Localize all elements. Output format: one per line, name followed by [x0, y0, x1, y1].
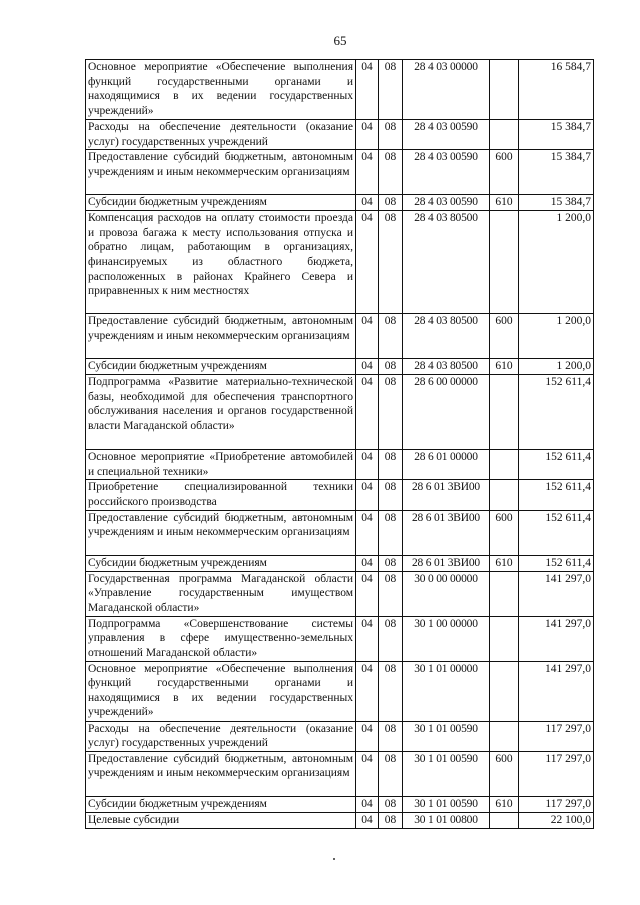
- row-name: Расходы на обеспечение деятельности (оказание услуг) государственных учреждений: [86, 120, 356, 150]
- row-subsection-code: 08: [379, 751, 403, 796]
- table-row: [86, 510, 594, 555]
- row-section-code: 04: [356, 721, 379, 751]
- row-amount: 117 297,0: [519, 721, 594, 751]
- row-expense-type-code: 600: [490, 510, 519, 555]
- row-target-code: 30 1 01 00590: [403, 751, 490, 796]
- table-row: [86, 450, 594, 480]
- row-name: Компенсация расходов на оплату стоимости проезда и провоза багажа к месту использования отпуска и обратно лицам, работающим в организациях, финансируемых из областного бюджета, расположенных в районах Крайнего Севера и приравненных к ним местностях: [86, 211, 356, 314]
- row-name: Субсидии бюджетным учреждениям: [86, 796, 356, 812]
- row-target-code: 28 4 03 80500: [403, 211, 490, 314]
- row-amount: 152 611,4: [519, 555, 594, 571]
- table-row: [86, 555, 594, 571]
- table-row: [86, 721, 594, 751]
- table-row: [86, 751, 594, 796]
- row-subsection-code: 08: [379, 721, 403, 751]
- row-amount: 15 384,7: [519, 120, 594, 150]
- row-expense-type-code: 600: [490, 314, 519, 359]
- table-row: [86, 195, 594, 211]
- table-row: [86, 812, 594, 828]
- row-section-code: 04: [356, 314, 379, 359]
- row-subsection-code: 08: [379, 510, 403, 555]
- table-row: [86, 211, 594, 314]
- row-subsection-code: 08: [379, 314, 403, 359]
- row-subsection-code: 08: [379, 60, 403, 120]
- row-expense-type-code: [490, 450, 519, 480]
- row-expense-type-code: [490, 60, 519, 120]
- table-row: [86, 359, 594, 375]
- row-section-code: 04: [356, 555, 379, 571]
- row-target-code: 30 1 01 00590: [403, 721, 490, 751]
- row-subsection-code: 08: [379, 120, 403, 150]
- row-amount: 15 384,7: [519, 150, 594, 195]
- row-subsection-code: 08: [379, 616, 403, 661]
- row-target-code: 30 1 01 00590: [403, 796, 490, 812]
- row-section-code: 04: [356, 211, 379, 314]
- row-name: Подпрограмма «Совершенствование системы управления в сфере имущественно-земельных отношений Магаданской области»: [86, 616, 356, 661]
- scan-speck: [333, 858, 335, 860]
- row-amount: 1 200,0: [519, 359, 594, 375]
- row-amount: 141 297,0: [519, 616, 594, 661]
- row-subsection-code: 08: [379, 211, 403, 314]
- row-name: Приобретение специализированной техники российского производства: [86, 480, 356, 510]
- row-section-code: 04: [356, 60, 379, 120]
- row-subsection-code: 08: [379, 375, 403, 450]
- row-expense-type-code: 610: [490, 555, 519, 571]
- row-amount: 152 611,4: [519, 450, 594, 480]
- row-section-code: 04: [356, 751, 379, 796]
- table-row: [86, 314, 594, 359]
- row-target-code: 30 0 00 00000: [403, 571, 490, 616]
- row-target-code: 28 4 03 80500: [403, 314, 490, 359]
- row-expense-type-code: [490, 616, 519, 661]
- row-subsection-code: 08: [379, 359, 403, 375]
- row-target-code: 28 6 01 00000: [403, 450, 490, 480]
- row-section-code: 04: [356, 510, 379, 555]
- row-name: Предоставление субсидий бюджетным, автономным учреждениям и иным некоммерческим организациям: [86, 510, 356, 555]
- row-target-code: 28 4 03 00590: [403, 120, 490, 150]
- row-section-code: 04: [356, 796, 379, 812]
- budget-table-body: [86, 60, 594, 829]
- row-target-code: 28 4 03 00000: [403, 60, 490, 120]
- table-row: [86, 60, 594, 120]
- row-name: Предоставление субсидий бюджетным, автономным учреждениям и иным некоммерческим организациям: [86, 150, 356, 195]
- row-expense-type-code: 610: [490, 195, 519, 211]
- row-section-code: 04: [356, 359, 379, 375]
- row-expense-type-code: 610: [490, 796, 519, 812]
- row-section-code: 04: [356, 120, 379, 150]
- row-amount: 22 100,0: [519, 812, 594, 828]
- row-expense-type-code: 600: [490, 751, 519, 796]
- row-expense-type-code: 610: [490, 359, 519, 375]
- row-section-code: 04: [356, 571, 379, 616]
- row-section-code: 04: [356, 661, 379, 721]
- table-row: [86, 571, 594, 616]
- row-section-code: 04: [356, 616, 379, 661]
- row-section-code: 04: [356, 450, 379, 480]
- row-target-code: 28 6 01 3ВИ00: [403, 555, 490, 571]
- row-expense-type-code: [490, 211, 519, 314]
- row-amount: 1 200,0: [519, 211, 594, 314]
- table-row: [86, 480, 594, 510]
- row-name: Субсидии бюджетным учреждениям: [86, 555, 356, 571]
- row-section-code: 04: [356, 812, 379, 828]
- budget-table: [85, 59, 594, 829]
- row-amount: 141 297,0: [519, 571, 594, 616]
- row-subsection-code: 08: [379, 571, 403, 616]
- row-name: Субсидии бюджетным учреждениям: [86, 359, 356, 375]
- table-row: [86, 150, 594, 195]
- row-section-code: 04: [356, 195, 379, 211]
- row-target-code: 28 4 03 80500: [403, 359, 490, 375]
- row-name: Предоставление субсидий бюджетным, автономным учреждениям и иным некоммерческим организациям: [86, 751, 356, 796]
- row-expense-type-code: 600: [490, 150, 519, 195]
- row-section-code: 04: [356, 480, 379, 510]
- row-target-code: 28 6 00 00000: [403, 375, 490, 450]
- table-row: [86, 375, 594, 450]
- table-row: [86, 616, 594, 661]
- row-amount: 1 200,0: [519, 314, 594, 359]
- row-target-code: 28 6 01 3ВИ00: [403, 480, 490, 510]
- row-expense-type-code: [490, 375, 519, 450]
- row-name: Целевые субсидии: [86, 812, 356, 828]
- row-name: Основное мероприятие «Обеспечение выполнения функций государственными органами и находящимися в их ведении государственных учреждений»: [86, 60, 356, 120]
- row-expense-type-code: [490, 812, 519, 828]
- row-name: Предоставление субсидий бюджетным, автономным учреждениям и иным некоммерческим организациям: [86, 314, 356, 359]
- row-name: Подпрограмма «Развитие материально-технической базы, необходимой для обеспечения транспортного обслуживания населения и органов государственной власти Магаданской области»: [86, 375, 356, 450]
- row-amount: 141 297,0: [519, 661, 594, 721]
- page-number: 65: [333, 33, 347, 48]
- row-amount: 15 384,7: [519, 195, 594, 211]
- row-name: Субсидии бюджетным учреждениям: [86, 195, 356, 211]
- row-subsection-code: 08: [379, 796, 403, 812]
- table-row: [86, 661, 594, 721]
- row-target-code: 28 6 01 3ВИ00: [403, 510, 490, 555]
- row-target-code: 30 1 00 00000: [403, 616, 490, 661]
- table-row: [86, 120, 594, 150]
- row-amount: 152 611,4: [519, 480, 594, 510]
- row-amount: 117 297,0: [519, 751, 594, 796]
- row-expense-type-code: [490, 571, 519, 616]
- row-name: Расходы на обеспечение деятельности (оказание услуг) государственных учреждений: [86, 721, 356, 751]
- row-expense-type-code: [490, 721, 519, 751]
- row-expense-type-code: [490, 120, 519, 150]
- row-name: Основное мероприятие «Приобретение автомобилей и специальной техники»: [86, 450, 356, 480]
- row-subsection-code: 08: [379, 195, 403, 211]
- row-amount: 16 584,7: [519, 60, 594, 120]
- row-amount: 117 297,0: [519, 796, 594, 812]
- row-expense-type-code: [490, 661, 519, 721]
- row-section-code: 04: [356, 375, 379, 450]
- row-target-code: 28 4 03 00590: [403, 150, 490, 195]
- row-target-code: 30 1 01 00800: [403, 812, 490, 828]
- row-subsection-code: 08: [379, 480, 403, 510]
- table-row: [86, 796, 594, 812]
- row-section-code: 04: [356, 150, 379, 195]
- row-name: Государственная программа Магаданской области «Управление государственным имуществом Магаданской области»: [86, 571, 356, 616]
- row-subsection-code: 08: [379, 450, 403, 480]
- row-target-code: 28 4 03 00590: [403, 195, 490, 211]
- row-subsection-code: 08: [379, 661, 403, 721]
- row-subsection-code: 08: [379, 150, 403, 195]
- row-subsection-code: 08: [379, 555, 403, 571]
- row-subsection-code: 08: [379, 812, 403, 828]
- row-target-code: 30 1 01 00000: [403, 661, 490, 721]
- row-amount: 152 611,4: [519, 510, 594, 555]
- row-expense-type-code: [490, 480, 519, 510]
- row-amount: 152 611,4: [519, 375, 594, 450]
- row-name: Основное мероприятие «Обеспечение выполнения функций государственными органами и находящимися в их ведении государственных учреждений»: [86, 661, 356, 721]
